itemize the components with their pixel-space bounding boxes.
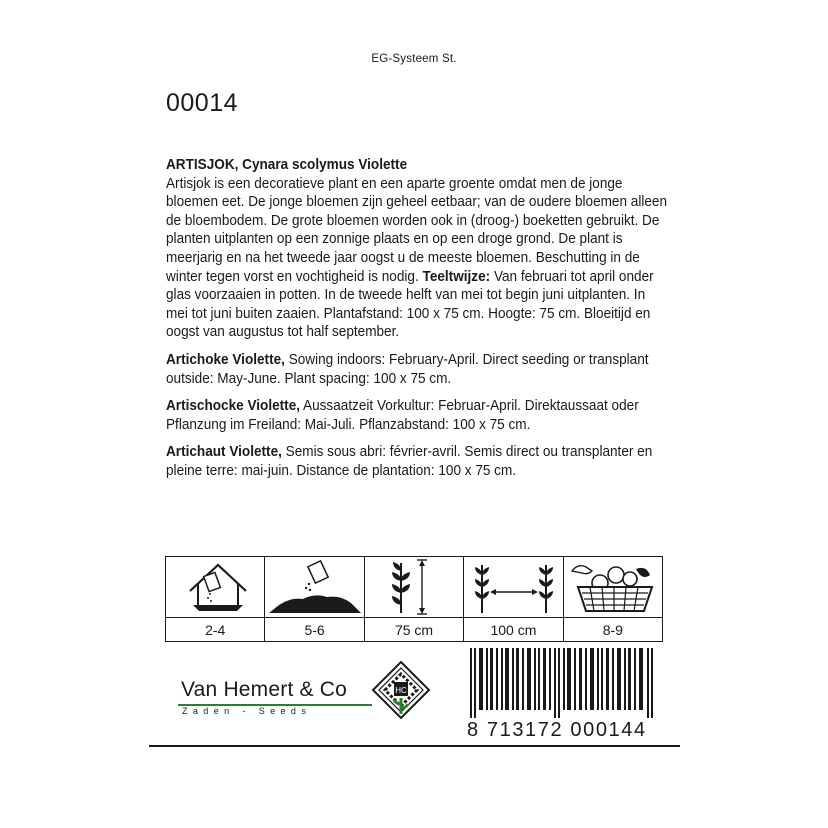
french-name: Artichaut Violette, xyxy=(166,444,282,461)
brand-tagline: Zaden - Seeds xyxy=(182,706,312,716)
dutch-title: ARTISJOK, Cynara scolymus Violette xyxy=(166,157,408,173)
product-code: 00014 xyxy=(166,89,239,117)
outdoor-sowing-icon xyxy=(265,557,365,617)
english-description xyxy=(166,351,668,388)
icon-cell-harvest xyxy=(564,557,662,641)
plant-spacing-icon xyxy=(464,557,564,617)
harvest-basket-icon xyxy=(564,557,664,617)
indoor-sowing-months: 2-4 xyxy=(205,622,226,638)
english-text: Sowing indoors: February-April. Direct seeding or transplant outside: May-June. Plant spacing: 100 x 75 cm. xyxy=(166,351,649,387)
english-name: Artichoke Violette, xyxy=(166,351,285,368)
plant-spacing-value: 100 cm xyxy=(490,622,537,638)
outdoor-sowing-months: 5-6 xyxy=(304,622,325,638)
svg-text:HC: HC xyxy=(395,686,407,695)
german-text: Aussaatzeit Vorkultur: Februar-April. Direktaussaat oder Pflanzung im Freiland: Mai-Juli. Pflanzabstand: 100 x 75 cm. xyxy=(166,398,639,433)
dutch-description xyxy=(166,156,668,342)
icon-cell-indoor-sowing xyxy=(166,557,265,641)
barcode-digits: 8 713172 000144 xyxy=(467,719,647,741)
german-name: Artischocke Violette, xyxy=(166,398,301,415)
plant-height-value: 75 cm xyxy=(394,622,434,638)
brand-name: Van Hemert & Co xyxy=(181,678,348,701)
dutch-body-1: Artisjok is een decoratieve plant en een aparte groente omdat men de jonge bloemen eet. De jonge bloemen zijn geheel eetbaar; van de oudere bloemen alleen de bloembodem. De grote bloemen worden ook in (droog-) boeketten gebruikt. De planten uitplanten op een zonnige plaats en op een droge grond. De plant is meerjarig en na het tweede jaar oogst u de meeste bloemen. Beschutting in de winter tegen vorst en vochtigheid is nodig. xyxy=(166,175,668,285)
french-text: Semis sous abri: février-avril. Semis direct ou transplanter en pleine terre: mai-juin. Distance de plantation: 100 x 75 cm. xyxy=(166,444,653,479)
bottom-rule xyxy=(149,745,680,747)
harvest-months: 8-9 xyxy=(602,622,623,638)
system-label: EG-Systeem St. xyxy=(371,53,457,65)
greenhouse-sowing-icon xyxy=(166,557,266,617)
german-description xyxy=(166,397,668,434)
plant-height-icon xyxy=(365,557,465,617)
dutch-body-2: Van februari tot april onder glas voorzaaien in potten. In de tweede helft van mei tot begin juni uitplanten. In mei tot juni buiten zaaien. Plantafstand: 100 x 75 cm. Hoogte: 75 cm. Bloeitijd en oogst van augustus tot half september. xyxy=(166,268,654,341)
quality-emblem-icon xyxy=(371,660,431,720)
french-description xyxy=(166,443,668,480)
icon-cell-outdoor-sowing xyxy=(265,557,364,641)
teeltwijze-label: Teeltwijze: xyxy=(422,268,491,285)
cultivation-icon-table xyxy=(165,556,663,642)
icon-cell-plant-spacing xyxy=(464,557,563,641)
barcode-icon xyxy=(470,648,658,718)
description-block xyxy=(166,156,668,490)
icon-cell-plant-height xyxy=(365,557,464,641)
